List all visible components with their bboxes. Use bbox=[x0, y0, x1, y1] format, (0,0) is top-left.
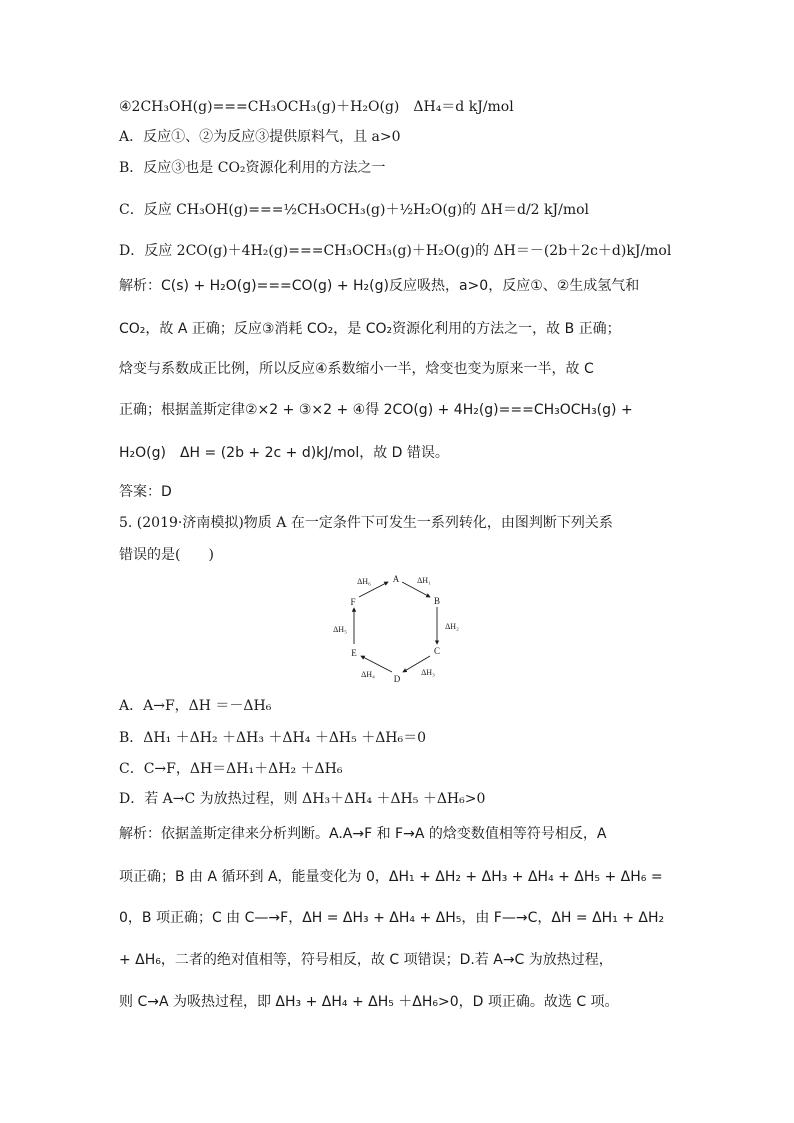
option-c: C．反应 CH₃OH(g)===½CH₃OCH₃(g)＋½H₂O(g)的 ΔH＝d/2 kJ/mol bbox=[119, 202, 590, 218]
choice-d: D．若 A→C 为放热过程，则 ΔH₃＋ΔH₄ ＋ΔH₅ ＋ΔH₆>0 bbox=[119, 791, 486, 807]
analysis-line-1: 解析：C(s) + H₂O(g)===CO(g) + H₂(g)反应吸热，a>0，反应①、②生成氢气和 bbox=[119, 278, 640, 294]
label-dh3: ΔH₃ bbox=[421, 668, 435, 677]
option-d: D．反应 2CO(g)＋4H₂(g)===CH₃OCH₃(g)＋H₂O(g)的 ΔH＝－(2b＋2c＋d)kJ/mol bbox=[119, 243, 672, 259]
label-dh6: ΔH₆ bbox=[357, 577, 371, 586]
choice-a: A．A→F，ΔH ＝－ΔH₆ bbox=[119, 698, 272, 714]
node-d: D bbox=[393, 674, 401, 684]
label-dh4: ΔH₄ bbox=[361, 670, 375, 679]
analysis-line-5: H₂O(g) ΔH = (2b + 2c + d)kJ/mol，故 D 错误。 bbox=[119, 445, 449, 461]
option-b: B．反应③也是 CO₂资源化利用的方法之一 bbox=[119, 160, 386, 176]
analysis-line-2: CO₂，故 A 正确；反应③消耗 CO₂，是 CO₂资源化利用的方法之一，故 B 正确； bbox=[119, 321, 621, 337]
analysis2-line-1: 解析：依据盖斯定律来分析判断。A.A→F 和 F→A 的焓变数值相等符号相反，A bbox=[119, 826, 607, 842]
node-e: E bbox=[351, 648, 357, 658]
analysis-line-4: 正确；根据盖斯定律②×2 + ③×2 + ④得 2CO(g) + 4H₂(g)===CH₃OCH₃(g) + bbox=[119, 402, 633, 418]
option-a: A．反应①、②为反应③提供原料气，且 a>0 bbox=[119, 129, 401, 145]
analysis2-line-4: + ΔH₆，二者的绝对值相等，符号相反，故 C 项错误；D.若 A→C 为放热过程， bbox=[119, 952, 613, 968]
label-dh2: ΔH₂ bbox=[445, 622, 459, 631]
node-a: A bbox=[392, 574, 400, 584]
choice-c: C．C→F，ΔH＝ΔH₁＋ΔH₂ ＋ΔH₆ bbox=[119, 761, 343, 777]
analysis-line-3: 焓变与系数成正比例，所以反应④系数缩小一半，焓变也变为原来一半，故 C bbox=[119, 361, 594, 377]
analysis2-line-3: 0，B 项正确；C 由 C—→F，ΔH = ΔH₃ + ΔH₄ + ΔH₅，由 F—→C，ΔH = ΔH₁ + ΔH₂ bbox=[119, 910, 665, 926]
node-c: C bbox=[433, 646, 441, 656]
label-dh5: ΔH₅ bbox=[333, 625, 347, 634]
choice-b: B．ΔH₁ ＋ΔH₂ ＋ΔH₃ ＋ΔH₄ ＋ΔH₅ ＋ΔH₆＝0 bbox=[119, 730, 427, 746]
option-line-4: ④2CH₃OH(g)===CH₃OCH₃(g)＋H₂O(g) ΔH₄＝d kJ/mol bbox=[119, 99, 514, 115]
label-dh1: ΔH₁ bbox=[417, 576, 431, 585]
question-5-line-1: 5. (2019·济南模拟)物质 A 在一定条件下可发生一系列转化，由图判断下列关系 bbox=[119, 515, 613, 531]
node-b: B bbox=[433, 596, 441, 606]
answer-line: 答案：D bbox=[119, 484, 172, 500]
hexagon-cycle-svg bbox=[326, 570, 468, 686]
node-f: F bbox=[350, 597, 356, 607]
hexagon-cycle-diagram bbox=[326, 570, 468, 686]
analysis2-line-5: 则 C→A 为吸热过程，即 ΔH₃ + ΔH₄ + ΔH₅ ＋ΔH₆>0，D 项正确。故选 C 项。 bbox=[119, 994, 619, 1010]
analysis2-line-2: 项正确；B 由 A 循环到 A，能量变化为 0，ΔH₁ + ΔH₂ + ΔH₃ + ΔH₄ + ΔH₅ + ΔH₆ = bbox=[119, 869, 663, 885]
question-5-line-2: 错误的是( ) bbox=[119, 547, 214, 563]
